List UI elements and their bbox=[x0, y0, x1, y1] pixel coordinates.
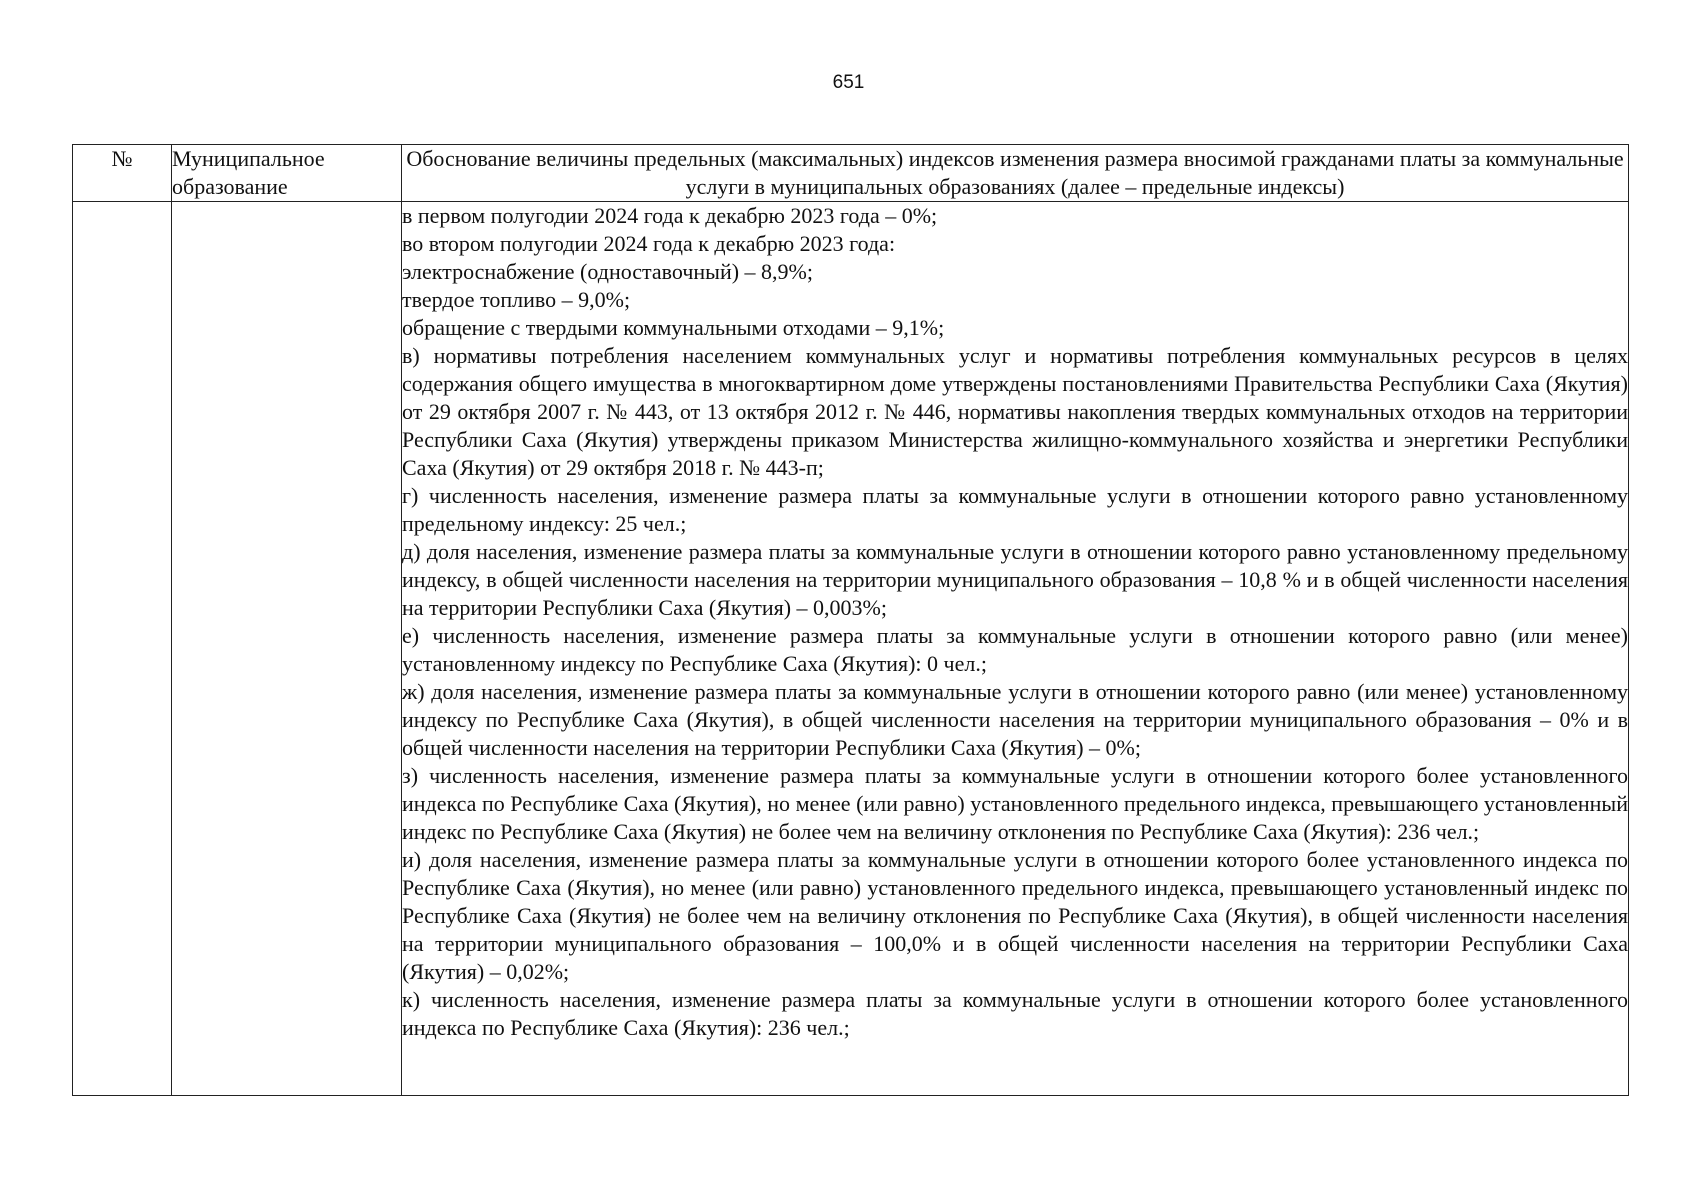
paragraph-item-i: и) доля населения, изменение размера платы за коммунальные услуги в отношении которого более установленного индекса по Республике Саха (Якутия), но менее (или равно) установленного предельного индекса, превышающего установленный индекс по Республике Саха (Якутия) не более чем на величину отклонения по Республике Саха (Якутия), в общей численности населения на территории муниципального образования – 100,0% и в общей численности населения на территории Республики Саха (Якутия) – 0,02%; bbox=[402, 847, 1628, 984]
paragraph-electricity: электроснабжение (одноставочный) – 8,9%; bbox=[402, 259, 813, 284]
paragraph-item-z: з) численность населения, изменение размера платы за коммунальные услуги в отношении которого более установленного индекса по Республике Саха (Якутия), но менее (или равно) установленного предельного индекса, превышающего установленный индекс по Республике Саха (Якутия) не более чем на величину отклонения по Республике Саха (Якутия): 236 чел.; bbox=[402, 763, 1628, 844]
paragraph-second-half-2024: во втором полугодии 2024 года к декабрю 2023 года: bbox=[402, 231, 896, 256]
header-number: № bbox=[73, 145, 172, 202]
paragraph-item-d: д) доля населения, изменение размера платы за коммунальные услуги в отношении которого равно установленному предельному индексу, в общей численности населения на территории муниципального образования – 10,8 % и в общей численности населения на территории Республики Саха (Якутия) – 0,003%; bbox=[402, 539, 1628, 620]
table-body bbox=[73, 202, 1629, 1096]
header-row bbox=[73, 145, 1629, 202]
row-justification-cell bbox=[402, 202, 1629, 1096]
paragraph-solid-fuel: твердое топливо – 9,0%; bbox=[402, 287, 631, 312]
paragraph-item-k: к) численность населения, изменение размера платы за коммунальные услуги в отношении которого более установленного индекса по Республике Саха (Якутия): 236 чел.; bbox=[402, 987, 1628, 1040]
row-municipality-cell bbox=[172, 202, 402, 1096]
table-row bbox=[73, 202, 1629, 1096]
paragraph-item-g: г) численность населения, изменение размера платы за коммунальные услуги в отношении которого равно установленному предельному индексу: 25 чел.; bbox=[402, 483, 1628, 536]
header-justification: Обоснование величины предельных (максимальных) индексов изменения размера вносимой гражданами платы за коммунальные услуги в муниципальных образованиях (далее – предельные индексы) bbox=[402, 145, 1629, 202]
tariff-justification-table bbox=[72, 144, 1629, 1096]
paragraph-item-e: е) численность населения, изменение размера платы за коммунальные услуги в отношении которого равно (или менее) установленному индексу по Республике Саха (Якутия): 0 чел.; bbox=[402, 623, 1628, 676]
paragraph-solid-waste: обращение с твердыми коммунальными отходами – 9,1%; bbox=[402, 315, 945, 340]
header-municipality: Муниципальное образование bbox=[172, 145, 402, 202]
paragraph-item-v: в) нормативы потребления населением коммунальных услуг и нормативы потребления коммунальных ресурсов в целях содержания общего имущества в многоквартирном доме утверждены постановлениями Правительства Республики Саха (Якутия) от 29 октября 2007 г. № 443, от 13 октября 2012 г. № 446, нормативы накопления твердых коммунальных отходов на территории Республики Саха (Якутия) утверждены приказом Министерства жилищно-коммунального хозяйства и энергетики Республики Саха (Якутия) от 29 октября 2018 г. № 443-п; bbox=[402, 343, 1628, 480]
paragraph-first-half-2024: в первом полугодии 2024 года к декабрю 2023 года – 0%; bbox=[402, 203, 938, 228]
paragraph-item-zh: ж) доля населения, изменение размера платы за коммунальные услуги в отношении которого равно (или менее) установленному индексу по Республике Саха (Якутия), в общей численности населения на территории муниципального образования – 0% и в общей численности населения на территории Республики Саха (Якутия) – 0%; bbox=[402, 679, 1628, 760]
table-header bbox=[73, 145, 1629, 202]
row-number-cell bbox=[73, 202, 172, 1096]
page-number: 651 bbox=[832, 72, 865, 93]
